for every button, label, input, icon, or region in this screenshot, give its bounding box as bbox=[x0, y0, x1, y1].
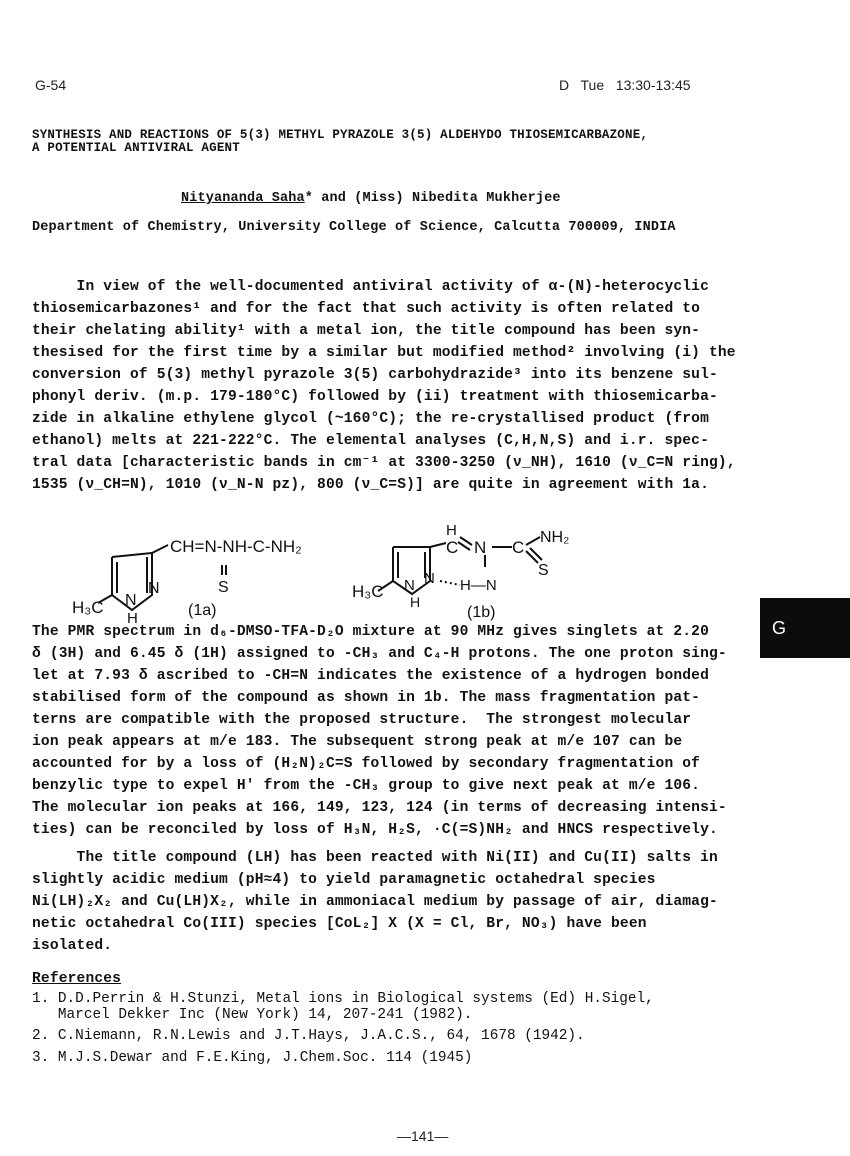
text-line: their chelating ability¹ with a metal ion, the title compound has been syn- bbox=[32, 323, 701, 339]
co-author: * and (Miss) Nibedita Mukherjee bbox=[304, 191, 561, 206]
structure-1b-c2: C bbox=[512, 538, 525, 557]
text-line: δ (3H) and 6.45 δ (1H) assigned to -CH₃ and C₄-H protons. The one proton sing- bbox=[32, 646, 727, 662]
text-line: isolated. bbox=[32, 938, 113, 954]
text-line: The PMR spectrum in d₆-DMSO-TFA-D₂O mixture at 90 MHz gives singlets at 2.20 bbox=[32, 624, 709, 640]
text-line: netic octahedral Co(III) species [CoL₂] X (X = Cl, Br, NO₃) have been bbox=[32, 916, 647, 932]
structure-1b-h: H bbox=[410, 594, 421, 610]
text-line: tral data [characteristic bands in cm⁻¹ at 3300-3250 (ν_NH), 1610 (ν_C=N ring), bbox=[32, 455, 736, 471]
reference-item: 2. C.Niemann, R.N.Lewis and J.T.Hays, J.A.C.S., 64, 1678 (1942). bbox=[32, 1028, 585, 1044]
text-line: zide in alkaline ethylene glycol (~160°C); the re-crystallised product (from bbox=[32, 411, 709, 427]
text-line: thesised for the first time by a similar but modified method² involving (i) the bbox=[32, 345, 736, 361]
text-line: ion peak appears at m/e 183. The subsequent strong peak at m/e 107 can be bbox=[32, 734, 683, 750]
structure-1a-n2: N bbox=[148, 580, 160, 597]
text-line: ties) can be reconciled by loss of H₃N, H₂S, ·C(=S)NH₂ and HNCS respectively. bbox=[32, 822, 718, 838]
structure-1b-label: (1b) bbox=[467, 604, 496, 621]
session-time: D Tue 13:30-13:45 bbox=[559, 77, 691, 93]
text-line: thiosemicarbazones¹ and for the fact that such activity is often related to bbox=[32, 301, 701, 317]
structure-1a-n1: N bbox=[125, 592, 137, 609]
structure-1b-c: C bbox=[446, 538, 459, 557]
structure-1a-methyl: H₃C bbox=[72, 598, 104, 617]
structure-1b-n2: N bbox=[424, 570, 435, 587]
text-line: The molecular ion peaks at 166, 149, 123, 124 (in terms of decreasing intensi- bbox=[32, 800, 727, 816]
paper-title-line-1: SYNTHESIS AND REACTIONS OF 5(3) METHYL PYRAZOLE 3(5) ALDEHYDO THIOSEMICARBAZONE, bbox=[32, 128, 649, 142]
text-line: The title compound (LH) has been reacted with Ni(II) and Cu(II) salts in bbox=[32, 850, 718, 866]
text-line: slightly acidic medium (pH≈4) to yield paramagnetic octahedral species bbox=[32, 872, 656, 888]
structure-1b-n: N bbox=[474, 538, 487, 557]
text-line: stabilised form of the compound as shown in 1b. The mass fragmentation pat- bbox=[32, 690, 701, 706]
structure-1b-n1: N bbox=[404, 577, 415, 594]
text-line: In view of the well-documented antiviral activity of α-(N)-heterocyclic bbox=[32, 279, 709, 295]
affiliation: Department of Chemistry, University College of Science, Calcutta 700009, INDIA bbox=[32, 220, 676, 235]
abstract-code: G-54 bbox=[35, 77, 67, 93]
chemical-structures bbox=[60, 515, 620, 625]
text-line: Ni(LH)₂X₂ and Cu(LH)X₂, while in ammoniacal medium by passage of air, diamag- bbox=[32, 894, 718, 910]
section-tab-letter: G bbox=[772, 618, 787, 638]
structure-1b-hn: H—N bbox=[460, 577, 497, 594]
reference-item: 3. M.J.S.Dewar and F.E.King, J.Chem.Soc. 114 (1945) bbox=[32, 1050, 473, 1066]
structure-1a-sulfur: S bbox=[218, 579, 229, 596]
text-line: phonyl deriv. (m.p. 179-180°C) followed by (ii) treatment with thiosemicarba- bbox=[32, 389, 718, 405]
text-line: ethanol) melts at 221-222°C. The elemental analyses (C,H,N,S) and i.r. spec- bbox=[32, 433, 709, 449]
text-line: conversion of 5(3) methyl pyrazole 3(5) carbohydrazide³ into its benzene sul- bbox=[32, 367, 718, 383]
structure-1b-methyl: H₃C bbox=[352, 582, 384, 601]
structure-1a-h: H bbox=[127, 610, 138, 625]
structure-1b-sulfur: S bbox=[538, 562, 549, 579]
text-line: benzylic type to expel H' from the -CH₃ group to give next peak at m/e 106. bbox=[32, 778, 701, 794]
reference-item: 1. D.D.Perrin & H.Stunzi, Metal ions in Biological systems (Ed) H.Sigel, bbox=[32, 991, 654, 1007]
authors bbox=[181, 188, 561, 210]
paper-title-line-2: A POTENTIAL ANTIVIRAL AGENT bbox=[32, 141, 240, 155]
page-number: —141— bbox=[397, 1128, 449, 1144]
structure-1b-nh2: NH₂ bbox=[540, 529, 570, 546]
corresponding-author: Nityananda Saha bbox=[181, 191, 305, 206]
references-heading: References bbox=[32, 971, 122, 987]
structure-1a-chain: CH=N-NH-C-NH₂ bbox=[170, 537, 302, 556]
structure-1b-h-top: H bbox=[446, 522, 457, 539]
text-line: accounted for by a loss of (H₂N)₂C=S followed by secondary fragmentation of bbox=[32, 756, 701, 772]
text-line: terns are compatible with the proposed structure. The strongest molecular bbox=[32, 712, 692, 728]
text-line: let at 7.93 δ ascribed to -CH=N indicates the existence of a hydrogen bonded bbox=[32, 668, 709, 684]
section-tab bbox=[760, 598, 850, 658]
text-line: 1535 (ν_CH=N), 1010 (ν_N-N pz), 800 (ν_C=S)] are quite in agreement with 1a. bbox=[32, 477, 709, 493]
reference-item: Marcel Dekker Inc (New York) 14, 207-241 (1982). bbox=[32, 1007, 473, 1023]
structure-1a-label: (1a) bbox=[188, 602, 217, 619]
